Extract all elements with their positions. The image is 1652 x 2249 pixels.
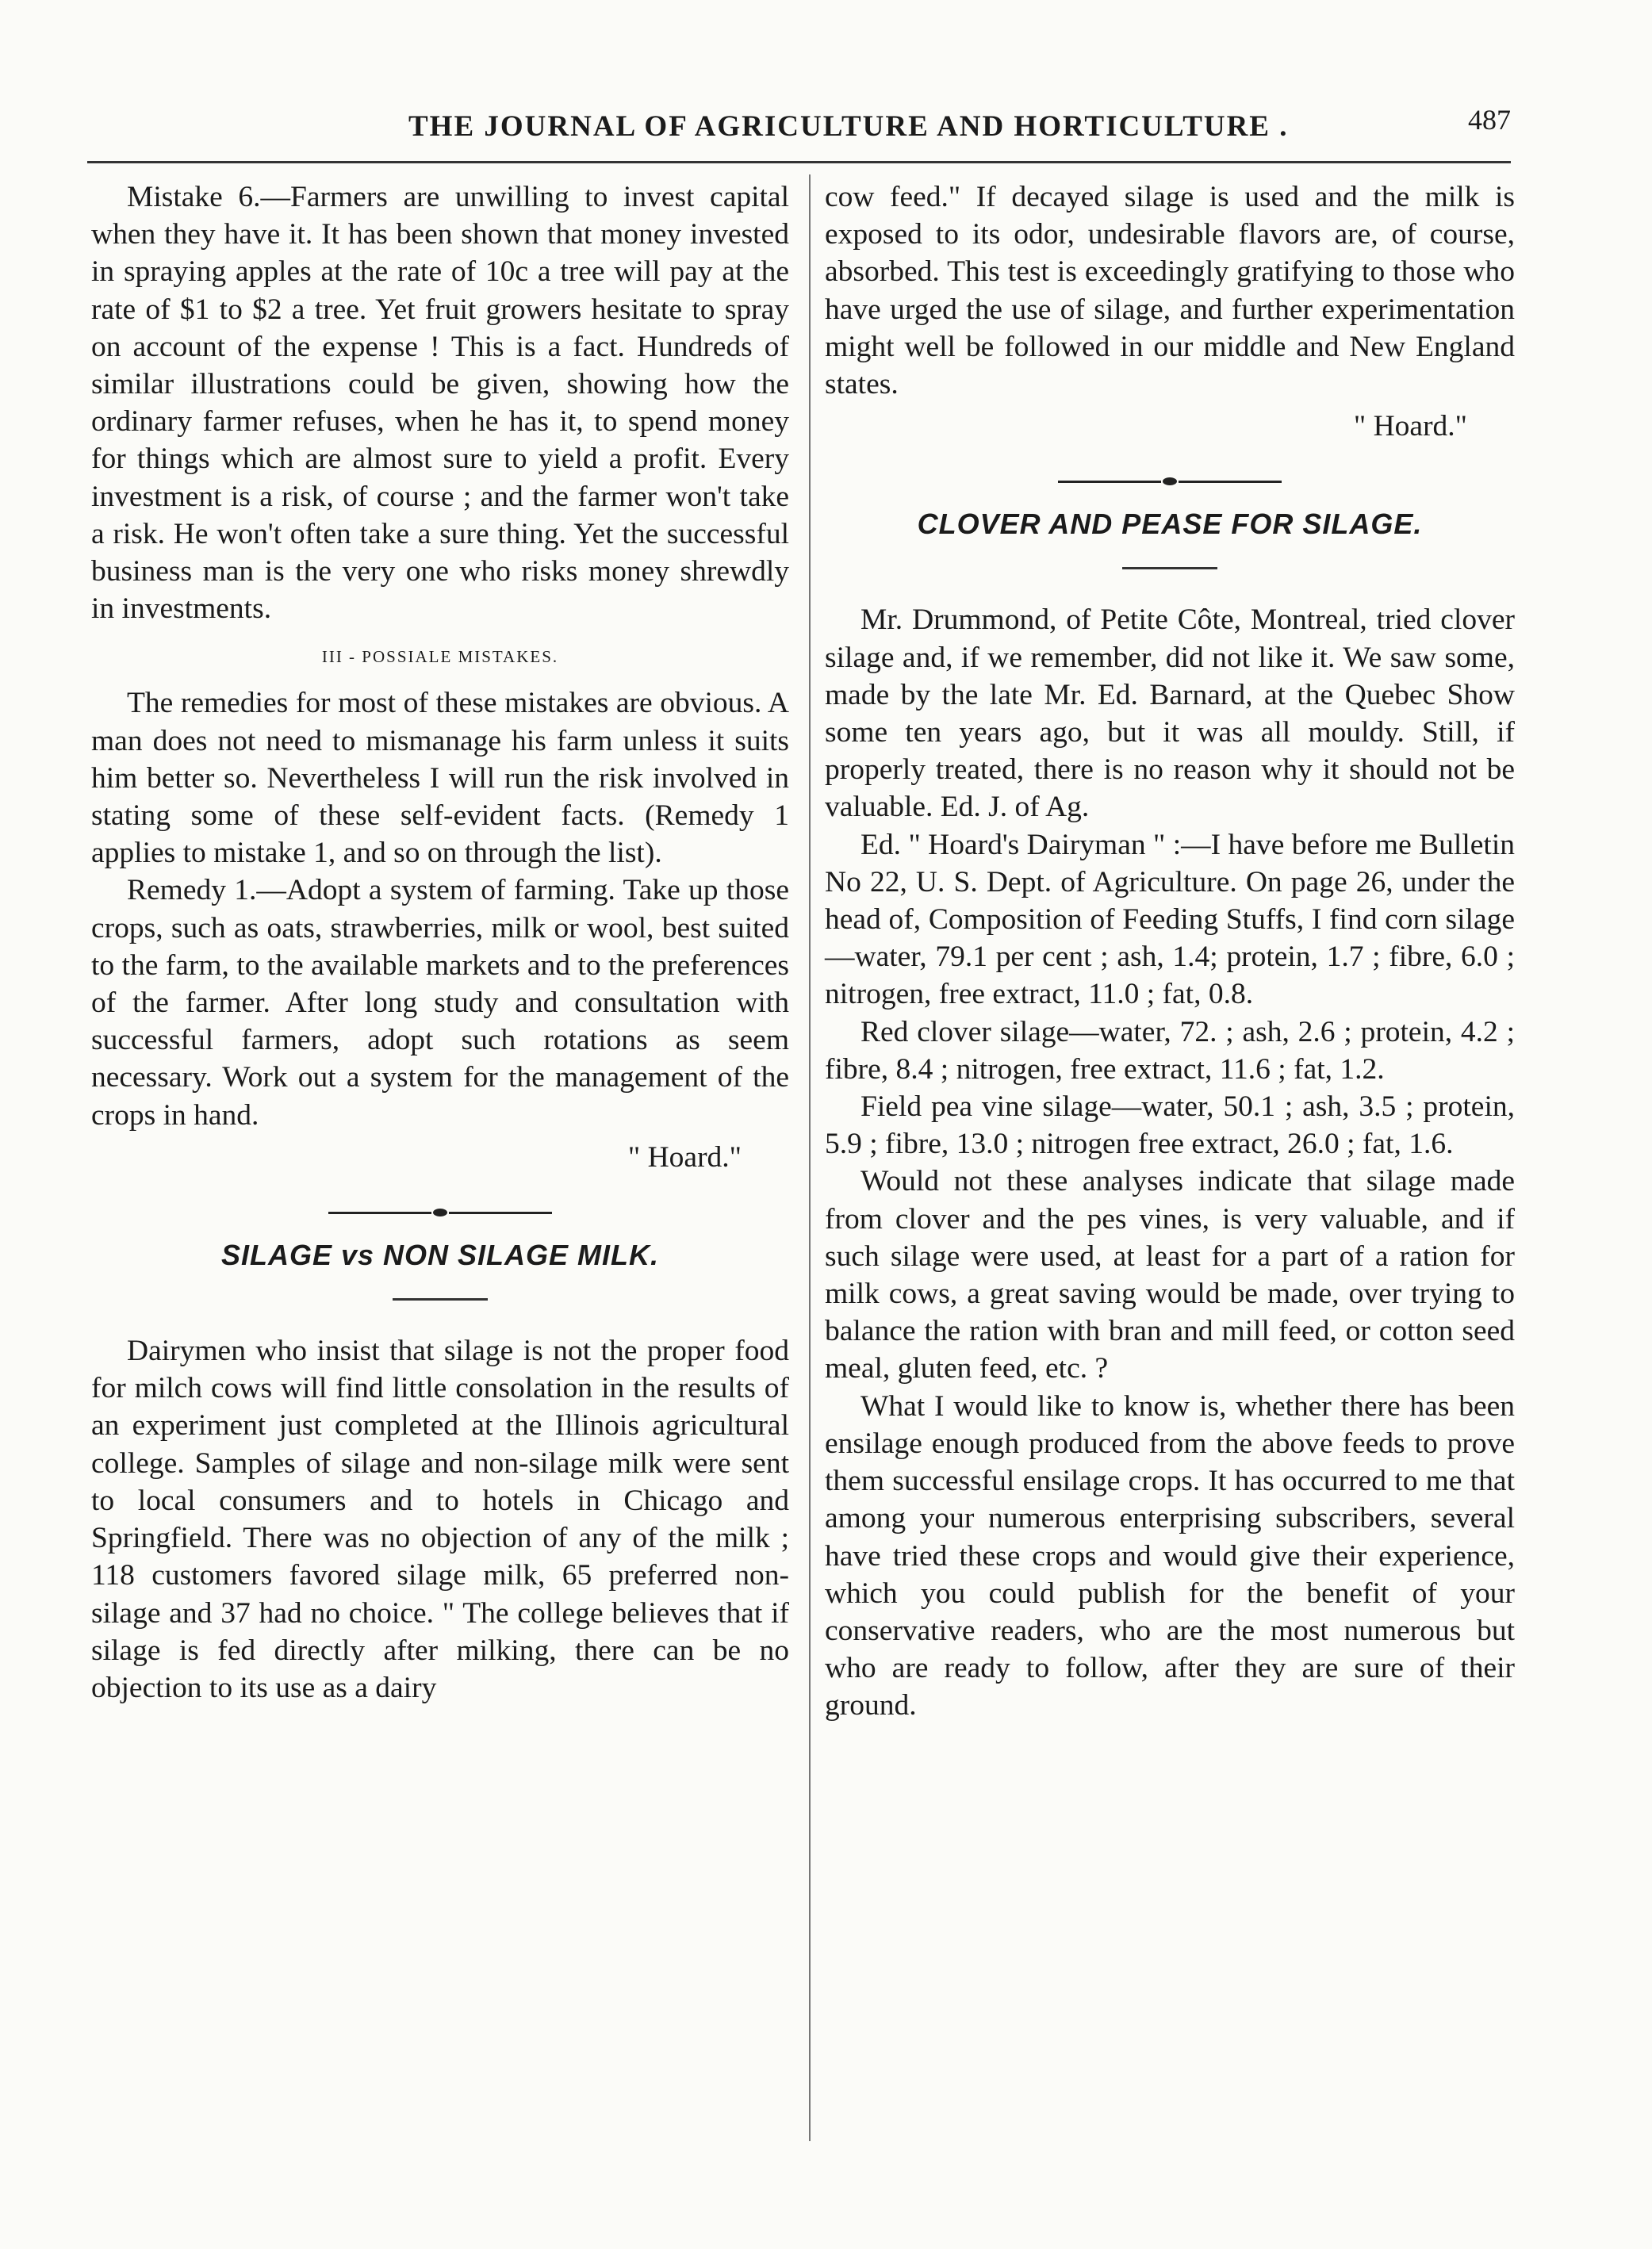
drummond-paragraph: Mr. Drummond, of Petite Côte, Montreal, tried clover silage and, if we remember, did not like it. We saw some, made by the late Mr. Ed. Barnard, at the Quebec Show some ten years ago, but it was all mouldy. Still, if properly treated, there is no reason why it should not be valuable. Ed. J. of Ag. <box>825 603 1515 824</box>
would-not-paragraph: Would not these analyses indicate that silage made from clover and the pes vines, is very valuable, and if such silage were used, at least for a part of a ration for milk cows, a great saving would be made, over trying to balance the ration with bran and mill feed, or cotton seed meal, gluten feed, etc. ? <box>825 1165 1515 1385</box>
possible-mistakes-subhead: III - POSSIALE MISTAKES. <box>321 647 559 667</box>
running-head: THE JOURNAL OF AGRICULTURE AND HORTICULTURE . <box>408 110 1289 143</box>
remedies-intro-paragraph: The remedies for most of these mistakes are obvious. A man does not need to mismanage his farm unless it suits him better so. Nevertheless I will run the risk involved in stating some of these self-evident facts. (Remedy 1 applies to mistake 1, and so on through the list). <box>91 687 789 870</box>
silage-section-title: SILAGE vs NON SILAGE MILK. <box>220 1239 660 1272</box>
section-ornament-right <box>825 473 1515 489</box>
page-header <box>87 102 1511 157</box>
hoard-signature: " Hoard." <box>627 1140 742 1174</box>
page-number: 487 <box>1468 104 1511 136</box>
remedy-1-paragraph: Remedy 1.—Adopt a system of farming. Take up those crops, such as oats, strawberries, milk or wool, best suited to the farm, to the available markets and to the preferences of the farmer. After long study and consultation with successful farmers, adopt such rotations as seem necessary. Work out a system for the management of the crops in hand. <box>91 874 789 1132</box>
what-i-would-paragraph: What I would like to know is, whether there has been ensilage enough produced from the above feeds to prove them successful ensilage crops. It has occurred to me that among your numerous enterprising subscribers, several have tried these crops and would give their experience, which you could publish for the benefit of your conservative readers, who are the most numerous but who are ready to follow, after they are sure of their ground. <box>825 1389 1515 1722</box>
right-column <box>825 178 1515 1725</box>
column-divider <box>809 174 811 2141</box>
hoard-signature-right: " Hoard." <box>1353 410 1467 443</box>
mistake-6-paragraph: Mistake 6.—Farmers are unwilling to invest capital when they have it. It has been shown that money invested in spraying apples at the rate of 10c a tree will pay at the rate of $1 to $2 a tree. Yet fruit growers hesitate to spray on account of the expense ! This is a fact. Hundreds of similar illustrations could be given, showing how the ordinary farmer refuses, when he has it, to spend money for things which are almost sure to yield a profit. Every investment is a risk, of course ; and the farmer won't take a risk. He won't often take a sure thing. Yet the successful business man is the very one who risks money shrewdly in investments. <box>91 181 789 626</box>
left-column <box>91 178 789 1707</box>
section-ornament <box>91 1205 789 1220</box>
header-rule <box>87 161 1511 163</box>
red-clover-paragraph: Red clover silage—water, 72. ; ash, 2.6 ; protein, 4.2 ; fibre, 8.4 ; nitrogen, free extract, 11.6 ; fat, 1.2. <box>825 1015 1515 1086</box>
field-pea-paragraph: Field pea vine silage—water, 50.1 ; ash, 3.5 ; protein, 5.9 ; fibre, 13.0 ; nitrogen free extract, 26.0 ; fat, 1.6. <box>825 1090 1515 1161</box>
hoards-dairyman-paragraph: Ed. " Hoard's Dairyman " :—I have before me Bulletin No 22, U. S. Dept. of Agriculture. On page 26, under the head of, Composition of Feeding Stuffs, I find corn silage—water, 79.1 per cent ; ash, 1.4; protein, 1.7 ; fibre, 6.0 ; nitrogen, free extract, 11.0 ; fat, 0.8. <box>825 828 1515 1011</box>
silage-paragraph: Dairymen who insist that silage is not the proper food for milch cows will find little consolation in the results of an experiment just completed at the Illinois agricultural college. Samples of silage and non-silage milk were sent to local consumers and to hotels in Chicago and Springfield. There was no objection of any of the milk ; 118 customers favored silage milk, 65 preferred non-silage and 37 had no choice. " The college believes that if silage is fed directly after milking, there can be no objection to its use as a dairy <box>91 1335 789 1704</box>
title-rule <box>393 1298 488 1301</box>
continuation-paragraph: cow feed." If decayed silage is used and the milk is exposed to its odor, undesirable flavors are, of course, absorbed. This test is exceedingly gratifying to those who have urged the use of silage, and further experimentation might well be followed in our middle and New England states. <box>825 181 1515 401</box>
clover-section-title: CLOVER AND PEASE FOR SILAGE. <box>917 508 1423 541</box>
title-rule-right <box>1122 567 1217 569</box>
